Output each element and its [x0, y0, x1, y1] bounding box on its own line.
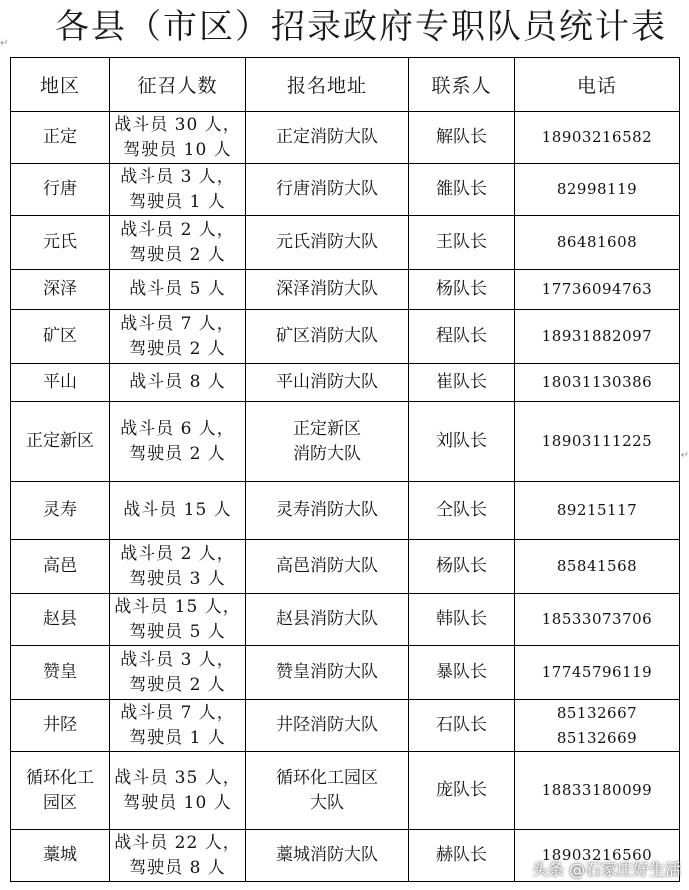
phone-cell	[515, 646, 680, 700]
phone-cell	[515, 540, 680, 594]
contact-cell-text: 程队长	[436, 326, 487, 346]
header-recruit: 征召人数	[110, 58, 246, 112]
contact-cell	[409, 482, 515, 540]
recruit-cell-line: 驾驶员 1 人	[129, 727, 226, 748]
recruit-cell	[110, 752, 246, 830]
recruit-cell-line: 战斗员 2 人，	[120, 219, 235, 240]
address-cell-line: 赵县消防大队	[276, 609, 378, 629]
contact-cell	[409, 752, 515, 830]
recruit-cell	[110, 112, 246, 164]
region-cell-line: 行唐	[43, 179, 77, 199]
contact-cell-text: 石队长	[436, 715, 487, 735]
recruit-cell	[110, 646, 246, 700]
phone-cell-line: 17745796119	[541, 663, 653, 681]
address-cell-line: 平山消防大队	[276, 372, 378, 392]
address-cell-line: 正定消防大队	[276, 127, 378, 147]
contact-cell	[409, 112, 515, 164]
contact-cell	[409, 540, 515, 594]
address-cell	[246, 830, 409, 882]
region-cell	[11, 164, 110, 216]
header-address: 报名地址	[246, 58, 409, 112]
table-row	[11, 364, 680, 402]
address-cell-line: 正定新区	[293, 418, 361, 439]
address-cell	[246, 752, 409, 830]
table-row	[11, 482, 680, 540]
table-row	[11, 270, 680, 310]
recruit-cell-line: 战斗员 15 人，	[114, 596, 241, 617]
region-cell-line: 赵县	[43, 609, 77, 629]
page-title: 各县（市区）招录政府专职队员统计表	[55, 7, 667, 47]
phone-cell-line: 18031130386	[541, 373, 653, 391]
recruit-cell-line: 战斗员 2 人，	[120, 543, 235, 564]
region-cell-line: 平山	[43, 372, 77, 392]
address-cell	[246, 310, 409, 364]
recruit-cell-line: 驾驶员 8 人	[129, 857, 226, 878]
region-cell	[11, 540, 110, 594]
recruit-cell-line: 驾驶员 2 人	[129, 244, 226, 265]
recruit-cell-line: 驾驶员 5 人	[129, 621, 226, 642]
phone-cell-line: 82998119	[556, 180, 638, 198]
address-cell-line: 深泽消防大队	[276, 279, 378, 299]
region-cell-line: 藁城	[43, 845, 77, 865]
region-cell-line: 园区	[43, 792, 77, 813]
contact-cell-text: 韩队长	[436, 609, 487, 629]
table-row	[11, 216, 680, 270]
recruit-cell	[110, 216, 246, 270]
address-cell-line: 井陉消防大队	[276, 715, 378, 735]
address-cell	[246, 482, 409, 540]
region-cell-line: 深泽	[43, 279, 77, 299]
region-cell	[11, 310, 110, 364]
contact-cell	[409, 402, 515, 482]
region-cell	[11, 364, 110, 402]
contact-cell-text: 刘队长	[436, 431, 487, 451]
table-row	[11, 594, 680, 646]
address-cell-line: 元氏消防大队	[276, 232, 378, 252]
region-cell	[11, 594, 110, 646]
recruit-cell	[110, 700, 246, 752]
phone-cell-line: 18903216560	[541, 846, 653, 864]
phone-cell-line: 18903216582	[541, 128, 653, 146]
phone-cell	[515, 216, 680, 270]
recruit-cell-line: 驾驶员 2 人	[129, 674, 226, 695]
phone-cell	[515, 164, 680, 216]
region-cell-line: 正定	[43, 127, 77, 147]
region-cell	[11, 752, 110, 830]
table-header-row	[11, 58, 680, 112]
recruit-cell-line: 战斗员 3 人，	[120, 166, 235, 187]
region-cell	[11, 402, 110, 482]
recruit-cell-line: 战斗员 5 人	[129, 279, 226, 299]
recruit-table	[10, 57, 680, 882]
table-row	[11, 646, 680, 700]
address-cell-line: 灵寿消防大队	[276, 500, 378, 520]
recruit-cell	[110, 830, 246, 882]
phone-cell-line: 89215117	[556, 501, 638, 519]
phone-cell-line: 86481608	[556, 233, 638, 251]
recruit-cell-line: 战斗员 7 人，	[120, 313, 235, 334]
recruit-cell-line: 驾驶员 2 人	[129, 443, 226, 464]
contact-cell-text: 暴队长	[436, 662, 487, 682]
contact-cell-text: 杨队长	[436, 279, 487, 299]
contact-cell-text: 雒队长	[436, 179, 487, 199]
recruit-cell-line: 驾驶员 10 人	[123, 792, 232, 813]
phone-cell	[515, 270, 680, 310]
recruit-cell-line: 战斗员 35 人，	[114, 767, 241, 788]
recruit-cell	[110, 482, 246, 540]
recruit-cell-line: 战斗员 7 人，	[120, 702, 235, 723]
phone-cell-line: 18533073706	[541, 610, 653, 628]
recruit-cell-line: 战斗员 22 人，	[114, 832, 241, 853]
region-cell	[11, 112, 110, 164]
phone-cell	[515, 482, 680, 540]
recruit-cell-line: 战斗员 15 人	[123, 500, 232, 520]
recruit-cell-line: 战斗员 30 人，	[114, 114, 241, 135]
contact-cell	[409, 364, 515, 402]
phone-cell	[515, 402, 680, 482]
region-cell-line: 赞皇	[43, 662, 77, 682]
table-row	[11, 402, 680, 482]
address-cell	[246, 164, 409, 216]
recruit-cell-line: 战斗员 6 人，	[120, 418, 235, 439]
recruit-cell	[110, 594, 246, 646]
address-cell	[246, 700, 409, 752]
phone-cell	[515, 752, 680, 830]
phone-cell	[515, 700, 680, 752]
region-cell	[11, 646, 110, 700]
region-cell-line: 元氏	[43, 232, 77, 252]
table-row	[11, 752, 680, 830]
contact-cell	[409, 700, 515, 752]
watermark: 头条 @石家庄好生活	[531, 860, 681, 879]
address-cell	[246, 540, 409, 594]
recruit-cell-line: 战斗员 3 人，	[120, 649, 235, 670]
contact-cell-text: 庞队长	[436, 780, 487, 800]
contact-cell	[409, 830, 515, 882]
region-cell-line: 正定新区	[26, 431, 94, 451]
phone-cell	[515, 310, 680, 364]
address-cell	[246, 112, 409, 164]
address-cell-line: 消防大队	[293, 443, 361, 464]
contact-cell-text: 杨队长	[436, 556, 487, 576]
region-cell-line: 高邑	[43, 556, 77, 576]
header-region: 地区	[11, 58, 110, 112]
phone-cell-line: 85132669	[556, 728, 638, 747]
address-cell	[246, 216, 409, 270]
address-cell-line: 循环化工园区	[276, 767, 378, 788]
address-cell-line: 矿区消防大队	[276, 326, 378, 346]
region-cell-line: 循环化工	[26, 767, 94, 788]
table-row	[11, 700, 680, 752]
contact-cell-text: 赫队长	[436, 845, 487, 865]
phone-cell	[515, 364, 680, 402]
address-cell-line: 藁城消防大队	[276, 845, 378, 865]
address-cell-line: 行唐消防大队	[276, 179, 378, 199]
phone-cell	[515, 594, 680, 646]
address-cell-line: 高邑消防大队	[276, 556, 378, 576]
region-cell-line: 井陉	[43, 715, 77, 735]
region-cell	[11, 270, 110, 310]
phone-cell-line: 18833180099	[541, 781, 653, 799]
recruit-cell-line: 驾驶员 10 人	[123, 139, 232, 160]
region-cell-line: 灵寿	[43, 500, 77, 520]
table-row	[11, 164, 680, 216]
address-cell	[246, 594, 409, 646]
address-cell	[246, 402, 409, 482]
recruit-cell-line: 驾驶员 3 人	[129, 568, 226, 589]
contact-cell	[409, 216, 515, 270]
region-cell-line: 矿区	[43, 326, 77, 346]
contact-cell-text: 解队长	[436, 127, 487, 147]
contact-cell-text: 王队长	[436, 232, 487, 252]
contact-cell-text: 崔队长	[436, 372, 487, 392]
recruit-cell-line: 驾驶员 2 人	[129, 338, 226, 359]
contact-cell	[409, 594, 515, 646]
recruit-cell	[110, 270, 246, 310]
margin-mark-icon: ↵	[0, 38, 9, 49]
recruit-cell	[110, 402, 246, 482]
region-cell	[11, 482, 110, 540]
region-cell	[11, 216, 110, 270]
address-cell-line: 大队	[310, 792, 344, 813]
recruit-cell	[110, 310, 246, 364]
table-row	[11, 310, 680, 364]
header-contact: 联系人	[409, 58, 515, 112]
phone-cell-line: 85841568	[556, 557, 638, 575]
phone-cell	[515, 112, 680, 164]
phone-cell-line: 18903111225	[541, 432, 653, 450]
recruit-cell	[110, 364, 246, 402]
contact-cell	[409, 646, 515, 700]
table-row	[11, 112, 680, 164]
recruit-cell	[110, 540, 246, 594]
phone-cell-line: 85132667	[556, 703, 638, 722]
recruit-cell-line: 战斗员 8 人	[129, 372, 226, 392]
table-row	[11, 540, 680, 594]
region-cell	[11, 830, 110, 882]
phone-cell-line: 17736094763	[541, 280, 653, 298]
address-cell	[246, 364, 409, 402]
contact-cell	[409, 164, 515, 216]
region-cell	[11, 700, 110, 752]
contact-cell-text: 仝队长	[436, 500, 487, 520]
address-cell	[246, 646, 409, 700]
contact-cell	[409, 270, 515, 310]
address-cell	[246, 270, 409, 310]
header-phone: 电话	[515, 58, 680, 112]
address-cell-line: 赞皇消防大队	[276, 662, 378, 682]
contact-cell	[409, 310, 515, 364]
margin-mark-icon: ↵	[680, 450, 689, 461]
phone-cell-line: 18931882097	[541, 327, 653, 345]
recruit-cell-line: 驾驶员 1 人	[129, 191, 226, 212]
recruit-cell	[110, 164, 246, 216]
